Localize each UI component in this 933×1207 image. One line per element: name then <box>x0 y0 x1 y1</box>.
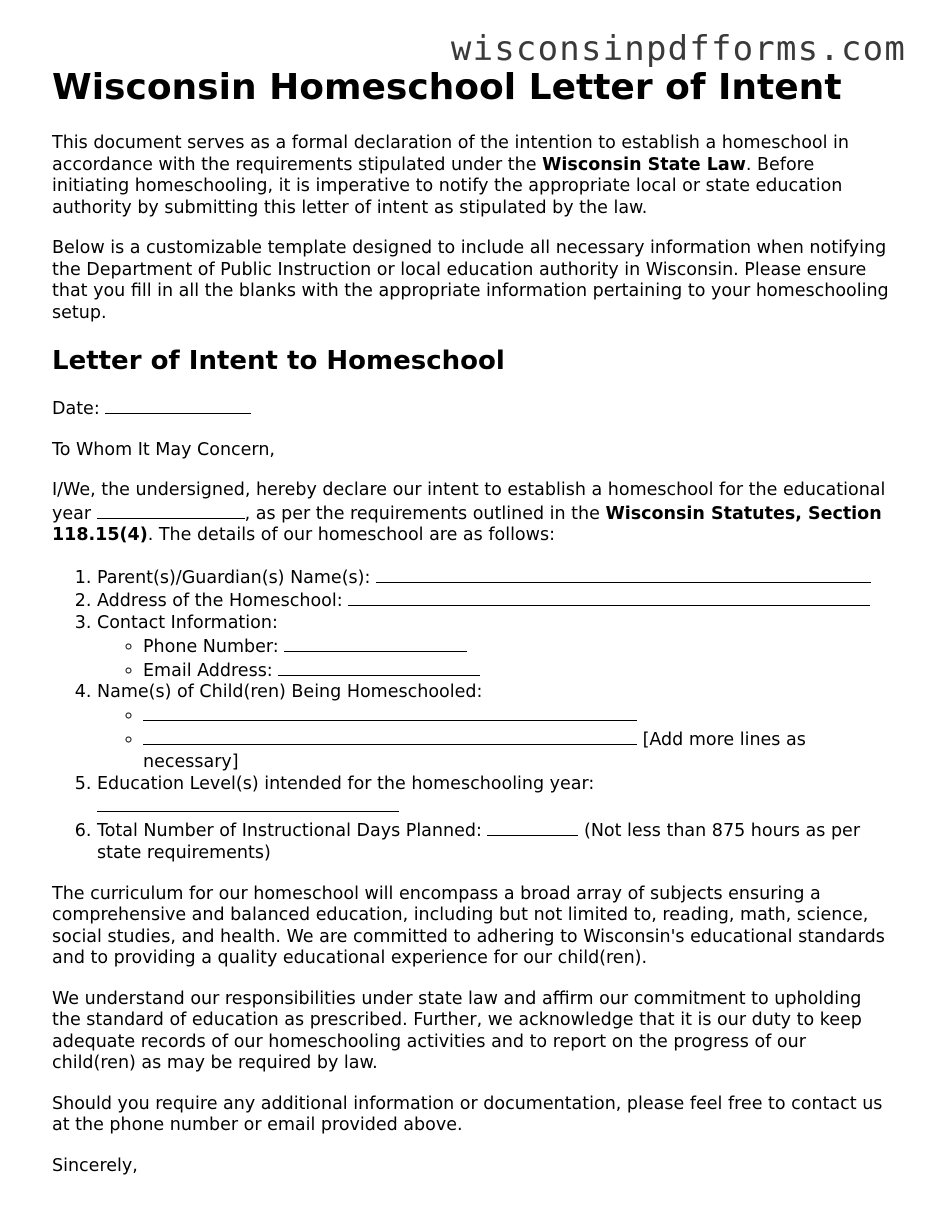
statute-reference: Wisconsin Statutes, Section 118.15(4) <box>52 503 882 545</box>
days-blank[interactable] <box>487 819 578 836</box>
declaration-text-c: . The details of our homeschool are as follows: <box>147 525 555 545</box>
child-name-blank-2[interactable] <box>143 728 637 745</box>
add-more-note: [Add more lines as necessary] <box>143 730 806 772</box>
email-blank[interactable] <box>278 659 480 676</box>
days-label: Total Number of Instructional Days Planned: <box>97 821 488 842</box>
contact-sublist <box>97 635 892 683</box>
list-item-parent <box>97 566 892 590</box>
intro-paragraph-2: Below is a customizable template designed to include all necessary information when notifying the Department of Public Instruction or local education authority in Wisconsin. Please ensure that you fill in all the blanks with the appropriate information pertaining to your homeschooling setup. <box>52 238 889 323</box>
intro-text-b: . Before initiating homeschooling, it is imperative to notify the appropriate local or state education authority by submitting this letter of intent as stipulated by the law. <box>52 154 843 218</box>
address-blank[interactable] <box>348 589 870 606</box>
child-name-blank-1[interactable] <box>143 704 637 721</box>
document-page <box>52 64 892 1196</box>
address-label: Address of the Homeschool: <box>97 591 349 612</box>
intro-paragraph-1 <box>52 133 892 219</box>
contact-label: Contact Information: <box>97 613 278 634</box>
declaration-paragraph <box>52 480 892 547</box>
intro-text-a: This document serves as a formal declaration of the intention to establish a homeschool in accordance with the requirements stipulated under the <box>52 133 849 175</box>
closing: Sincerely, <box>52 1155 138 1176</box>
children-label: Name(s) of Child(ren) Being Homeschooled: <box>97 682 483 703</box>
education-level-blank[interactable] <box>97 795 399 812</box>
homeschool-details-list <box>52 566 892 865</box>
days-note: (Not less than 875 hours as per state requirements) <box>97 821 861 864</box>
parent-name-label: Parent(s)/Guardian(s) Name(s): <box>97 567 376 588</box>
page-title: Wisconsin Homeschool Letter of Intent <box>52 67 842 108</box>
phone-blank[interactable] <box>284 635 467 652</box>
contact-note-paragraph: Should you require any additional information or documentation, please feel free to contact us at the phone number or email provided above. <box>52 1093 883 1136</box>
watermark-text: wisconsinpdfforms.com <box>450 29 906 69</box>
date-line <box>52 397 892 421</box>
list-item-children <box>97 682 892 773</box>
letter-heading: Letter of Intent to Homeschool <box>52 346 505 376</box>
declaration-text-a: I/We, the undersigned, hereby declare our intent to establish a homeschool for the educational year <box>52 480 886 524</box>
list-item-address <box>97 589 892 613</box>
children-sublist <box>97 704 892 773</box>
list-item-contact <box>97 613 892 682</box>
parent-name-blank[interactable] <box>376 566 871 583</box>
phone-label: Phone Number: <box>143 636 285 657</box>
education-level-label: Education Level(s) intended for the homeschooling year: <box>97 773 595 794</box>
intro-bold-law: Wisconsin State Law <box>542 154 746 175</box>
educational-year-blank[interactable] <box>97 502 245 519</box>
list-item-education-level <box>97 774 892 820</box>
declaration-text-b: , as per the requirements outlined in the <box>244 503 606 524</box>
list-item-child-2 <box>143 728 892 774</box>
curriculum-paragraph: The curriculum for our homeschool will encompass a broad array of subjects ensuring a comprehensive and balanced education, including but not limited to, reading, math, science, social studies, and health. We are committed to adhering to Wisconsin's educational standards and to providing a quality educational experience for our child(ren). <box>52 883 885 969</box>
list-item-phone <box>143 635 892 659</box>
date-blank[interactable] <box>105 397 251 414</box>
responsibilities-paragraph: We understand our responsibilities under state law and affirm our commitment to upholding the standard of education as prescribed. Further, we acknowledge that it is our duty to keep adequate records of our homeschooling activities and to report on the progress of our child(ren) as may be required by law. <box>52 988 862 1074</box>
list-item-email <box>143 659 892 683</box>
list-item-child-1 <box>143 704 892 728</box>
list-item-days <box>97 819 892 865</box>
date-label: Date: <box>52 399 106 419</box>
email-label: Email Address: <box>143 660 279 681</box>
salutation: To Whom It May Concern, <box>52 439 275 460</box>
